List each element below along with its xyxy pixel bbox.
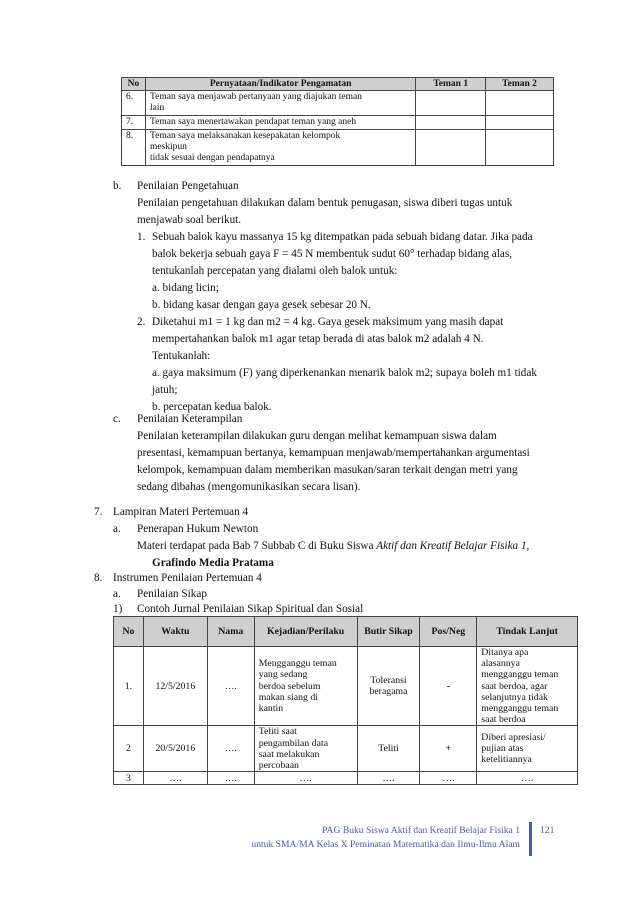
cell-line: mengganggu teman bbox=[481, 669, 559, 681]
friend-1-cell bbox=[416, 116, 486, 130]
cell-line: Mengganggu teman bbox=[258, 658, 337, 670]
intro-line: Penilaian pengetahuan dilakukan dalam bentuk penugasan, siswa diberi tugas untuk bbox=[137, 197, 513, 209]
follow-up-cell bbox=[477, 726, 578, 772]
cell-line: Teliti saat bbox=[258, 726, 297, 738]
publisher-name: Grafindo Media Pratama bbox=[152, 557, 274, 569]
header-statement: Pernyataan/Indikator Pengamatan bbox=[145, 78, 415, 91]
row-number: 6. bbox=[122, 91, 146, 116]
item-7a-title: Penerapan Hukum Newton bbox=[137, 523, 259, 535]
cell-line: pujian atas bbox=[481, 743, 524, 755]
table-row bbox=[122, 91, 554, 116]
paragraph-line: Penilaian keterampilan dilakukan guru dengan melihat kemampuan siswa dalam bbox=[137, 430, 497, 442]
time-cell: 20/5/2016 bbox=[143, 726, 207, 772]
cell-line: yang sedang bbox=[258, 669, 308, 681]
paragraph-line: presentasi, kemampuan bertanya, kemampuan menjawab/mempertahankan argumentasi bbox=[137, 447, 530, 459]
question-line: a. gaya maksimum (F) yang diperkenankan menarik balok m2; supaya boleh m1 tidak bbox=[152, 367, 537, 379]
paragraph-line: kelompok, kemampuan dalam memberikan masukan/saran terkait dengan metri yang bbox=[137, 464, 518, 476]
footer-text bbox=[251, 824, 520, 852]
table-row bbox=[122, 116, 554, 130]
section-b-intro bbox=[137, 195, 512, 229]
cell-line: …. bbox=[521, 772, 534, 784]
cell-line: saat berdoa, agar bbox=[481, 680, 548, 692]
attitude-item-cell bbox=[357, 772, 420, 785]
table-header-row bbox=[122, 78, 554, 91]
table-row bbox=[114, 772, 578, 785]
item-7-number: 7. bbox=[94, 506, 103, 518]
friend-2-cell bbox=[486, 91, 554, 116]
pos-neg-cell: - bbox=[420, 647, 477, 726]
reference-book-title: Aktif dan Kreatif Belajar Fisika 1 bbox=[376, 540, 527, 552]
header-no: No bbox=[114, 617, 144, 647]
header-pos-neg: Pos/Neg bbox=[420, 617, 477, 647]
cell-line: …. bbox=[382, 772, 395, 784]
question-line: jatuh; bbox=[152, 384, 178, 396]
section-b-marker: b. bbox=[113, 180, 122, 192]
behavior-cell bbox=[254, 772, 357, 785]
question-line: mempertahankan balok m1 agar tetap berada di atas balok m2 adalah 4 N. bbox=[152, 333, 484, 345]
material-reference bbox=[137, 538, 529, 555]
friend-1-cell bbox=[416, 91, 486, 116]
header-name: Nama bbox=[207, 617, 254, 647]
header-follow-up: Tindak Lanjut bbox=[477, 617, 578, 647]
row-number: 3 bbox=[114, 772, 144, 785]
pos-neg-cell: + bbox=[420, 726, 477, 772]
cell-line: selanjutnya tidak bbox=[481, 691, 548, 703]
question-line: Sebuah balok kayu massanya 15 kg ditempatkan pada sebuah bidang datar. Jika pada bbox=[152, 231, 533, 243]
cell-line: Teman saya melaksanakan kesepakatan kelompok bbox=[149, 131, 341, 141]
footer-book-title: PAG Buku Siswa Aktif dan Kreatif Belajar Fisika 1 bbox=[322, 825, 520, 836]
section-c-body bbox=[137, 428, 530, 496]
cell-line: ketelitiannya bbox=[481, 754, 532, 766]
time-cell: 12/5/2016 bbox=[143, 647, 207, 726]
friend-2-cell bbox=[486, 130, 554, 166]
friend-2-cell bbox=[486, 116, 554, 130]
reference-suffix: , bbox=[526, 540, 530, 552]
time-cell: …. bbox=[143, 772, 207, 785]
row-number: 8. bbox=[122, 130, 146, 166]
cell-line: meskipun bbox=[149, 142, 187, 152]
table-row bbox=[114, 726, 578, 772]
section-b-title: Penilaian Pengetahuan bbox=[137, 180, 239, 192]
question-1 bbox=[152, 229, 533, 314]
question-1-number: 1. bbox=[137, 231, 146, 243]
table-header-row bbox=[114, 617, 578, 647]
peer-table-body bbox=[122, 91, 554, 166]
header-friend-1: Teman 1 bbox=[416, 78, 486, 91]
table-row bbox=[122, 130, 554, 166]
question-line: b. bidang kasar dengan gaya gesek sebesar 20 N. bbox=[152, 299, 371, 311]
journal-table-body bbox=[114, 647, 578, 785]
item-7-title: Lampiran Materi Pertemuan 4 bbox=[113, 506, 249, 518]
question-line: Tentukanlah: bbox=[152, 350, 211, 362]
attitude-item-cell bbox=[357, 726, 420, 772]
section-c-marker: c. bbox=[113, 413, 121, 425]
cell-line: kantin bbox=[258, 703, 284, 715]
follow-up-cell bbox=[477, 647, 578, 726]
behavior-cell bbox=[254, 726, 357, 772]
footer-book-subtitle: untuk SMA/MA Kelas X Peminatan Matematika dan Ilmu-Ilmu Alam bbox=[251, 839, 520, 850]
row-number: 2 bbox=[114, 726, 144, 772]
friend-1-cell bbox=[416, 130, 486, 166]
item-7a-marker: a. bbox=[113, 523, 121, 535]
cell-line: Diberi apresiasi/ bbox=[481, 732, 546, 744]
pos-neg-cell: …. bbox=[420, 772, 477, 785]
cell-line: beragama bbox=[369, 686, 408, 698]
question-2 bbox=[152, 314, 537, 416]
attitude-item-cell bbox=[357, 647, 420, 726]
cell-line: saat berdoa bbox=[481, 714, 526, 726]
header-behavior: Kejadian/Perilaku bbox=[254, 617, 357, 647]
cell-line: Teman saya menjawab pertanyaan yang diajukan teman bbox=[149, 92, 362, 102]
cell-line: Toleransi bbox=[370, 675, 407, 686]
question-line: b. percepatan kedua balok. bbox=[152, 401, 272, 413]
cell-line: alasannya bbox=[481, 658, 520, 670]
name-cell: …. bbox=[207, 772, 254, 785]
name-cell: …. bbox=[207, 647, 254, 726]
cell-line: lain bbox=[149, 103, 165, 113]
item-8-title: Instrumen Penilaian Pertemuan 4 bbox=[113, 572, 262, 584]
question-line: Diketahui m1 = 1 kg dan m2 = 4 kg. Gaya gesek maksimum yang masih dapat bbox=[152, 316, 504, 328]
question-line: balok bekerja sebuah gaya F = 45 N membentuk sudut 60° terhadap bidang alas, bbox=[152, 248, 512, 260]
item-8a-marker: a. bbox=[113, 588, 121, 600]
row-number: 7. bbox=[122, 116, 146, 130]
cell-line: percobaan bbox=[258, 760, 299, 772]
row-number: 1. bbox=[114, 647, 144, 726]
cell-line: Teliti bbox=[378, 743, 399, 755]
peer-assessment-table bbox=[121, 77, 554, 166]
header-attitude-item: Butir Sikap bbox=[357, 617, 420, 647]
item-8a-title: Penilaian Sikap bbox=[137, 588, 207, 600]
paragraph-line: sedang dibahas (mengomunikasikan secara lisan). bbox=[137, 481, 361, 493]
item-8-number: 8. bbox=[94, 572, 103, 584]
attitude-journal-table bbox=[113, 616, 578, 785]
cell-line: saat melakukan bbox=[258, 748, 320, 760]
cell-line: Teman saya menertawakan pendapat teman yang aneh bbox=[149, 117, 357, 127]
header-no: No bbox=[122, 78, 146, 91]
statement-cell bbox=[145, 116, 415, 130]
cell-line: tidak sesuai dengan pendapatnya bbox=[149, 153, 275, 163]
item-8a1-marker: 1) bbox=[113, 603, 123, 615]
question-line: tentukanlah percepatan yang dialami oleh balok untuk: bbox=[152, 265, 398, 277]
question-line: a. bidang licin; bbox=[152, 282, 219, 294]
cell-line: …. bbox=[299, 772, 312, 784]
cell-line: makan siang di bbox=[258, 691, 318, 703]
item-8a1-title: Contoh Jurnal Penilaian Sikap Spiritual dan Sosial bbox=[137, 603, 364, 615]
header-time: Waktu bbox=[143, 617, 207, 647]
footer-divider bbox=[529, 822, 532, 856]
header-friend-2: Teman 2 bbox=[486, 78, 554, 91]
name-cell: …. bbox=[207, 726, 254, 772]
cell-line: Ditanya apa bbox=[481, 647, 529, 658]
follow-up-cell bbox=[477, 772, 578, 785]
statement-cell bbox=[145, 130, 415, 166]
intro-line: menjawab soal berikut. bbox=[137, 214, 242, 226]
question-2-number: 2. bbox=[137, 316, 146, 328]
statement-cell bbox=[145, 91, 415, 116]
cell-line: berdoa sebelum bbox=[258, 680, 321, 692]
cell-line: mengganggu teman bbox=[481, 703, 559, 715]
table-row bbox=[114, 647, 578, 726]
page-number: 121 bbox=[540, 825, 555, 836]
reference-prefix: Materi terdapat pada Bab 7 Subbab C di Buku Siswa bbox=[137, 540, 377, 552]
cell-line: pengambilan data bbox=[258, 737, 329, 749]
section-c-title: Penilaian Keterampilan bbox=[137, 413, 243, 425]
behavior-cell bbox=[254, 647, 357, 726]
